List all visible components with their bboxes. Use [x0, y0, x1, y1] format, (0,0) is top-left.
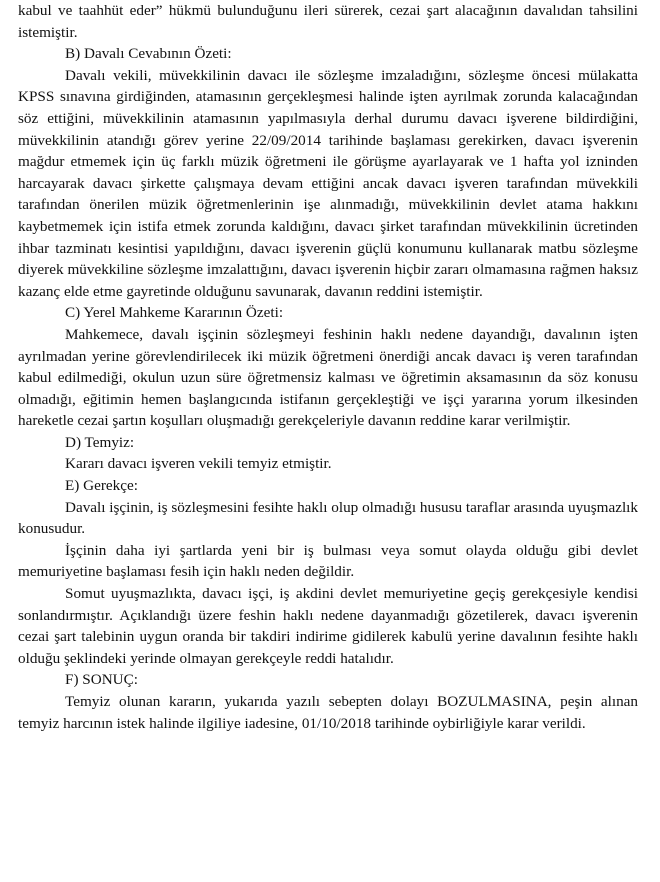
paragraph-gerekce-2: İşçinin daha iyi şartlarda yeni bir iş bulması veya somut olayda olduğu gibi devlet memuriyetine başlaması fesih için haklı neden değildir. [18, 541, 638, 581]
paragraph-continuation: kabul ve taahhüt eder” hükmü bulunduğunu ileri sürerek, cezai şart alacağının davalıdan tahsilini istemiştir. [18, 2, 638, 41]
paragraph-sonuc: Temyiz olunan kararın, yukarıda yazılı sebepten dolayı BOZULMASINA, peşin alınan temyiz harcının istek halinde ilgiliye iadesine, 01/10/2018 tarihinde oybirliğiyle karar verildi. [18, 693, 638, 732]
paragraph-gerekce-1: Davalı işçinin, iş sözleşmesini fesihte haklı olup olmadığı hususu taraflar arasında uyuşmazlık konusudur. [18, 498, 638, 538]
heading-c: C) Yerel Mahkeme Kararının Özeti: [65, 304, 284, 322]
paragraph-temyiz: Kararı davacı işveren vekili temyiz etmiştir. [65, 455, 332, 473]
paragraph-yerel-mahkeme: Mahkemece, davalı işçinin sözleşmeyi feshinin haklı nedene dayandığı, davalının işten ayrılmadan yerine görevlendirilecek iki müzik öğretmeni önerdiği ancak davacı iş veren tarafından kabul edilmediği, okulun uzun süre öğretmensiz kalması ve öğretimin aksamasının da söz konusu olmadığı, eğitimin hemen başlangıcında istifanın gerçekleştiği ve işçi yararına yorum ilkesinden hareketle cezai şartın koşulları oluşmadığı gerekçeleriyle davanın reddine karar verilmiştir. [18, 325, 638, 430]
paragraph-gerekce-3: Somut uyuşmazlıkta, davacı işçi, iş akdini devlet memuriyetine geçiş gerekçesiyle kendisi sonlandırmıştır. Açıklandığı üzere feshin haklı nedene dayanmadığı gözetilerek, davacı işverenin cezai şart talebinin uygun oranda bir takdiri indirime gidilerek kabulü yerine davalının fesihte haklı olduğu şeklindeki yerinde olmayan gerekçeyle reddi hatalıdır. [18, 585, 638, 667]
paragraph-davali-cevabi: Davalı vekili, müvekkilinin davacı ile sözleşme imzaladığını, sözleşme öncesi mülakatta KPSS sınavına girdiğinden, atamasının gerçekleşmesi halinde işten ayrılmak zorunda kalacağından söz ettiğini, müvekkilinin atamasının yapılmasıyla derhal durumu davacı işverene bildirdiğini, müvekkilinin atandığı görev yerine 22/09/2014 tarihinde başlaması gerekirken, davacı işverenin mağdur etmemek için üç farklı müzik öğretmeni ile görüşme ayarlayarak ve 1 hafta yol izninden harcayarak davacı şirkette çalışmaya devam ettiğini ancak davacı işveren tarafından müvekkili tarafından önerilen müzik öğretmenlerinin işe alınmadığı, müvekkilinin devlet atama hakkını kaybetmemek için istifa etmek zorunda kaldığını, davacı şirket tarafından müvekkilinin ücretinden ihbar tazminatı kesintisi yapıldığını, davacı işverenin güçlü konumunu kullanarak matbu sözleşme diyerek müvekkiline sözleşme imzalattığını, davacı işverenin hiçbir zararı olmamasına rağmen haksız kazanç elde etme gayretinde olduğunu savunarak, davanın reddini istemiştir. [18, 66, 638, 300]
heading-f: F) SONUÇ: [65, 671, 139, 689]
heading-b: B) Davalı Cevabının Özeti: [65, 45, 232, 63]
heading-d: D) Temyiz: [65, 433, 135, 451]
heading-e: E) Gerekçe: [65, 477, 138, 495]
